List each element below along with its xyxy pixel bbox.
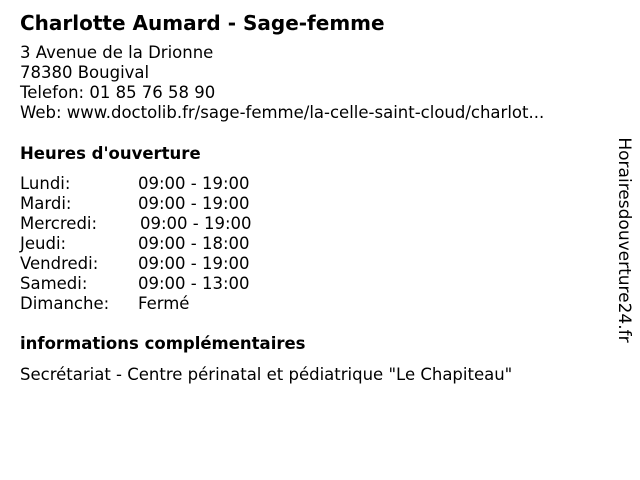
time-value: 09:00 - 19:00 <box>138 194 250 213</box>
day-label: Lundi: <box>20 174 71 193</box>
day-label: Mardi: <box>20 194 72 213</box>
city-postcode: 78380 Bougival <box>20 63 150 82</box>
phone-number: Telefon: 01 85 76 58 90 <box>20 83 216 102</box>
day-label: Samedi: <box>20 274 88 293</box>
day-label: Jeudi: <box>20 234 67 253</box>
hours-row-saturday <box>20 274 252 294</box>
hours-row-thursday <box>20 234 252 254</box>
site-watermark: Horairesdouverture24.fr <box>614 137 634 343</box>
website-link: Web: www.doctolib.fr/sage-femme/la-celle-saint-cloud/charlot... <box>20 103 545 122</box>
day-label: Mercredi: <box>20 214 98 233</box>
street-address: 3 Avenue de la Drionne <box>20 43 214 62</box>
address-block <box>20 43 544 123</box>
hours-row-wednesday <box>20 214 252 234</box>
time-value: 09:00 - 19:00 <box>138 174 250 193</box>
hours-row-monday <box>20 174 252 194</box>
time-value: 09:00 - 18:00 <box>138 234 250 253</box>
time-value: 09:00 - 19:00 <box>140 214 252 233</box>
time-value: 09:00 - 19:00 <box>138 254 250 273</box>
hours-row-sunday <box>20 294 252 314</box>
time-value: 09:00 - 13:00 <box>138 274 250 293</box>
time-value: Fermé <box>138 294 190 313</box>
additional-info-heading: informations complémentaires <box>20 334 306 353</box>
opening-hours-list <box>20 174 252 314</box>
day-label: Vendredi: <box>20 254 99 273</box>
hours-row-tuesday <box>20 194 252 214</box>
hours-row-friday <box>20 254 252 274</box>
day-label: Dimanche: <box>20 294 110 313</box>
opening-hours-heading: Heures d'ouverture <box>20 144 201 163</box>
page-title: Charlotte Aumard - Sage-femme <box>20 11 385 35</box>
additional-info-text: Secrétariat - Centre périnatal et pédiatrique "Le Chapiteau" <box>20 365 513 384</box>
